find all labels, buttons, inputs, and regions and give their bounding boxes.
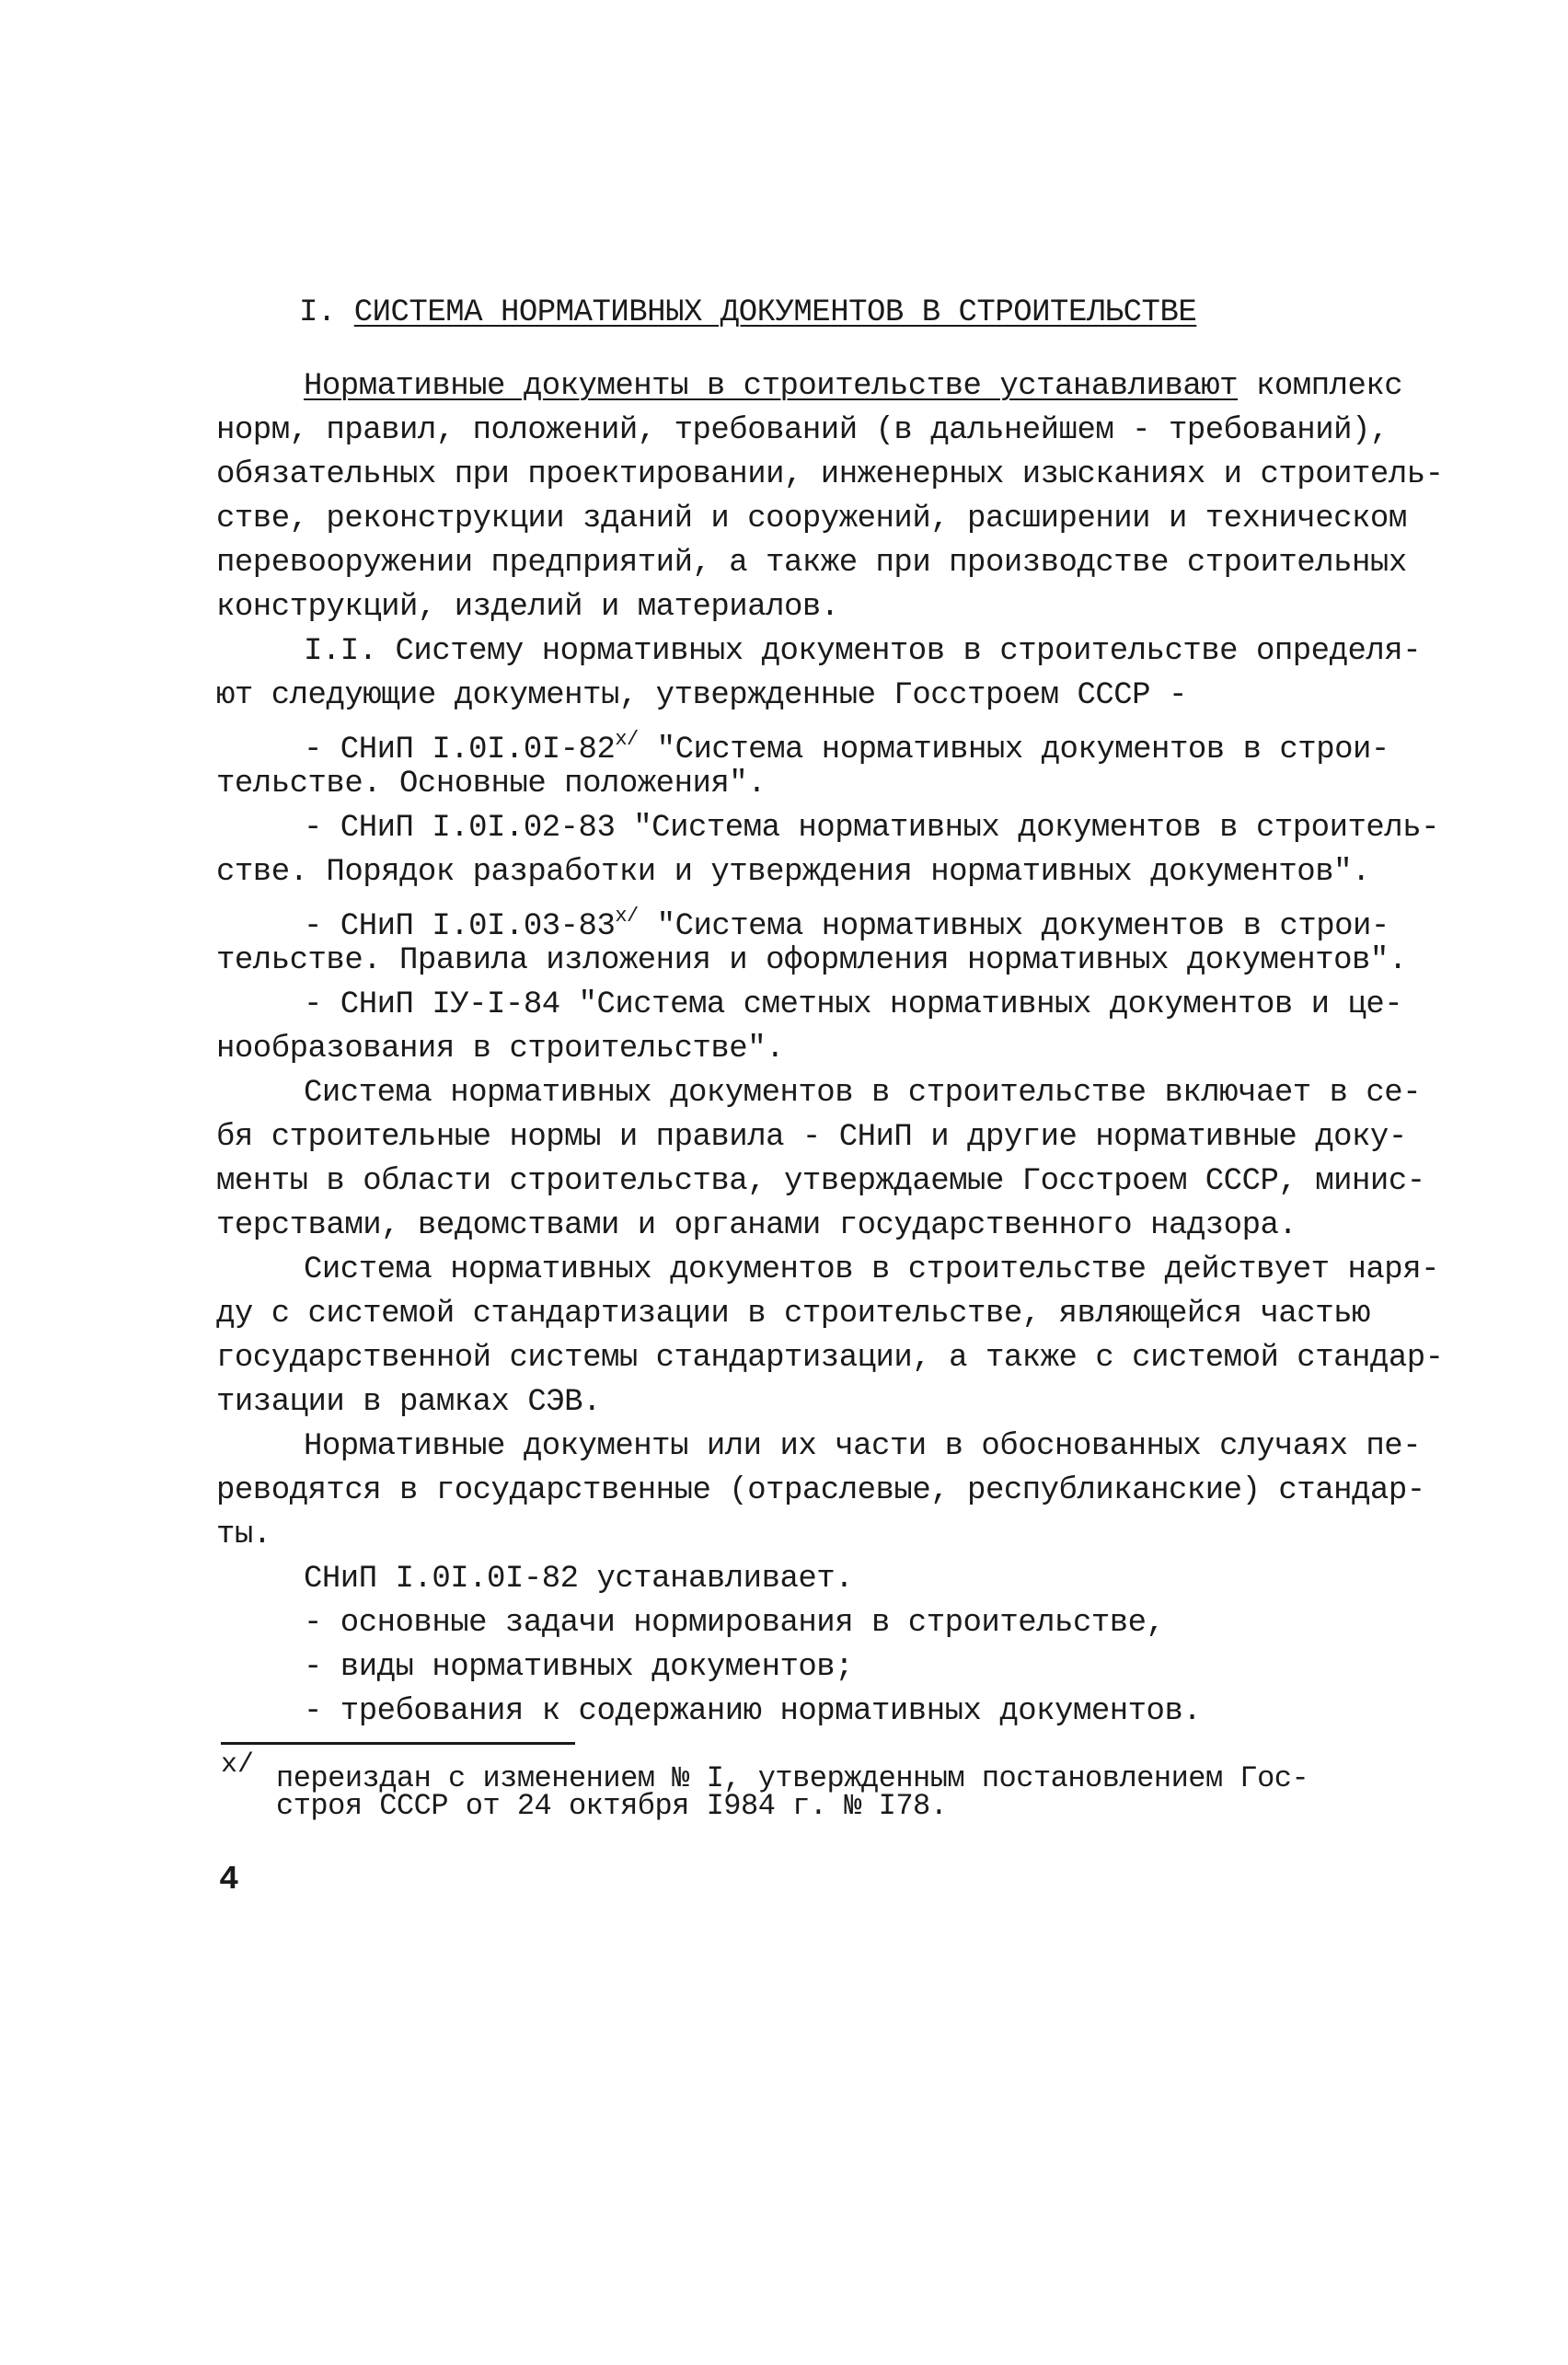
paragraph-5-line-1: СНиП I.0I.0I-82 устанавливает. bbox=[304, 1562, 854, 1597]
clause-1-1-line-1: I.I. Систему нормативных документов в строительстве определя- bbox=[304, 634, 1422, 669]
footnote-line-1: переиздан с изменением № I, утвержденным постановлением Гос- bbox=[276, 1761, 1309, 1795]
paragraph-2-line-3: менты в области строительства, утверждаемые Госстроем СССР, минис- bbox=[216, 1164, 1425, 1199]
list-item: - основные задачи нормирования в строительстве, bbox=[304, 1606, 1165, 1641]
footnote-line-2: строя СССР от 24 октября I984 г. № I78. bbox=[276, 1789, 948, 1823]
intro-line-5: перевооружении предприятий, а также при производстве строительных bbox=[216, 546, 1407, 581]
list-item-snip-1-01-01-line-2: тельстве. Основные положения". bbox=[216, 767, 767, 802]
footnote-mark: х/ bbox=[221, 1749, 255, 1781]
page-number: 4 bbox=[219, 1861, 239, 1898]
intro-text: комплекс bbox=[1238, 369, 1403, 404]
paragraph-2-line-4: терствами, ведомствами и органами государственного надзора. bbox=[216, 1208, 1297, 1243]
paragraph-4-line-1: Нормативные документы или их части в обоснованных случаях пе- bbox=[304, 1429, 1422, 1464]
list-item-text: "Система нормативных документов в строи- bbox=[638, 909, 1389, 944]
list-item-text: - СНиП I.0I.03-83 bbox=[304, 909, 616, 944]
list-item-snip-1-01-02-line-1: - СНиП I.0I.02-83 "Система нормативных документов в строитель- bbox=[304, 811, 1440, 846]
intro-line-2: норм, правил, положений, требований (в дальнейшем - требований), bbox=[216, 413, 1389, 448]
list-item-snip-1-01-02-line-2: стве. Порядок разработки и утверждения нормативных документов". bbox=[216, 855, 1370, 890]
footnote-divider bbox=[221, 1742, 575, 1745]
footnote-reference: х/ bbox=[615, 905, 639, 928]
intro-line-6: конструкций, изделий и материалов. bbox=[216, 590, 839, 625]
intro-underlined-text: Нормативные документы в строительстве устанавливают bbox=[304, 369, 1239, 404]
list-item-snip-1-01-01-line-1 bbox=[304, 721, 1389, 768]
list-item-text: "Система нормативных документов в строи- bbox=[638, 733, 1389, 767]
intro-line-3: обязательных при проектировании, инженерных изысканиях и строитель- bbox=[216, 457, 1444, 492]
list-item-text: - СНиП I.0I.0I-82 bbox=[304, 733, 616, 767]
paragraph-2-line-1: Система нормативных документов в строительстве включает в се- bbox=[304, 1076, 1422, 1111]
list-item: - требования к содержанию нормативных документов. bbox=[304, 1694, 1202, 1729]
paragraph-2-line-2: бя строительные нормы и правила - СНиП и другие нормативные доку- bbox=[216, 1120, 1407, 1155]
paragraph-3-line-1: Система нормативных документов в строительстве действует наря- bbox=[304, 1252, 1440, 1287]
paragraph-3-line-2: ду с системой стандартизации в строительстве, являющейся частью bbox=[216, 1297, 1370, 1332]
section-title: СИСТЕМА НОРМАТИВНЫХ ДОКУМЕНТОВ В СТРОИТЕЛЬСТВЕ bbox=[353, 295, 1197, 330]
intro-line-1 bbox=[304, 368, 1402, 405]
intro-line-4: стве, реконструкции зданий и сооружений, расширении и техническом bbox=[216, 502, 1407, 536]
clause-1-1-line-2: ют следующие документы, утвержденные Госстроем СССР - bbox=[216, 678, 1187, 713]
paragraph-3-line-4: тизации в рамках СЭВ. bbox=[216, 1385, 601, 1420]
list-item-snip-iv-1-84-line-2: нообразования в строительстве". bbox=[216, 1032, 785, 1067]
list-item-snip-iv-1-84-line-1: - СНиП IУ-I-84 "Система сметных нормативных документов и це- bbox=[304, 987, 1403, 1022]
list-item: - виды нормативных документов; bbox=[304, 1650, 854, 1685]
section-number: I. bbox=[299, 295, 354, 330]
paragraph-4-line-2: реводятся в государственные (отраслевые, республиканские) стандар- bbox=[216, 1473, 1425, 1508]
paragraph-4-line-3: ты. bbox=[216, 1517, 271, 1552]
footnote-reference: х/ bbox=[615, 728, 639, 751]
list-item-snip-1-01-03-line-2: тельстве. Правила изложения и оформления нормативных документов". bbox=[216, 943, 1407, 978]
paragraph-3-line-3: государственной системы стандартизации, а также с системой стандар- bbox=[216, 1341, 1444, 1376]
section-heading bbox=[299, 294, 1196, 331]
list-item-snip-1-01-03-line-1 bbox=[304, 898, 1389, 945]
